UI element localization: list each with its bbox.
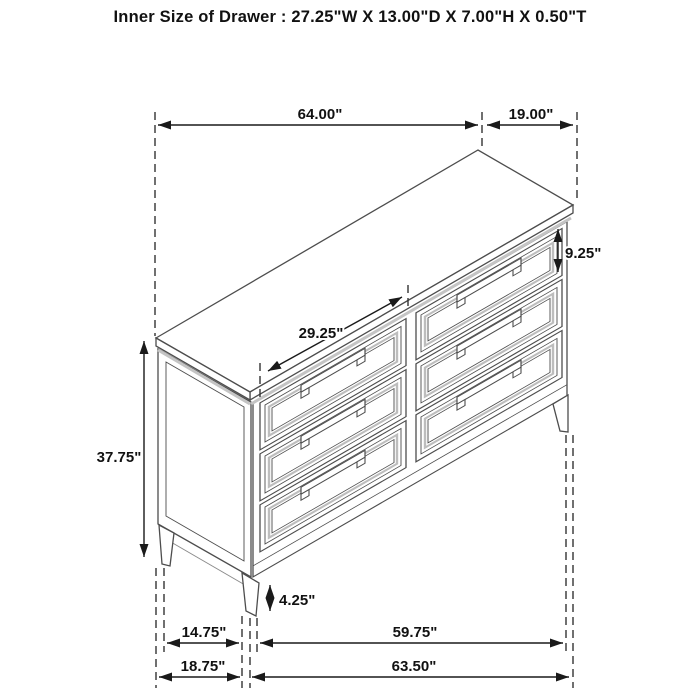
dim-label-drawer-width: 29.25"	[298, 325, 344, 342]
dim-label-total-height: 37.75"	[96, 449, 142, 466]
dim-label-drawer-height: 9.25"	[565, 245, 602, 262]
dim-label-leg-height: 4.25"	[279, 592, 316, 609]
rear-left-leg	[159, 525, 174, 566]
dresser	[156, 150, 573, 616]
front-left-leg	[242, 573, 259, 616]
dim-label-top-depth: 19.00"	[508, 106, 554, 123]
page-title: Inner Size of Drawer : 27.25"W X 13.00"D X 7.00"H X 0.50"T	[113, 8, 587, 26]
dim-label-top-width: 64.00"	[297, 106, 343, 123]
dim-label-width-overall: 63.50"	[391, 658, 437, 675]
dim-label-leg-span-front: 59.75"	[392, 624, 438, 641]
dim-label-depth-overall: 18.75"	[180, 658, 226, 675]
dim-label-leg-inset-side: 14.75"	[181, 624, 227, 641]
